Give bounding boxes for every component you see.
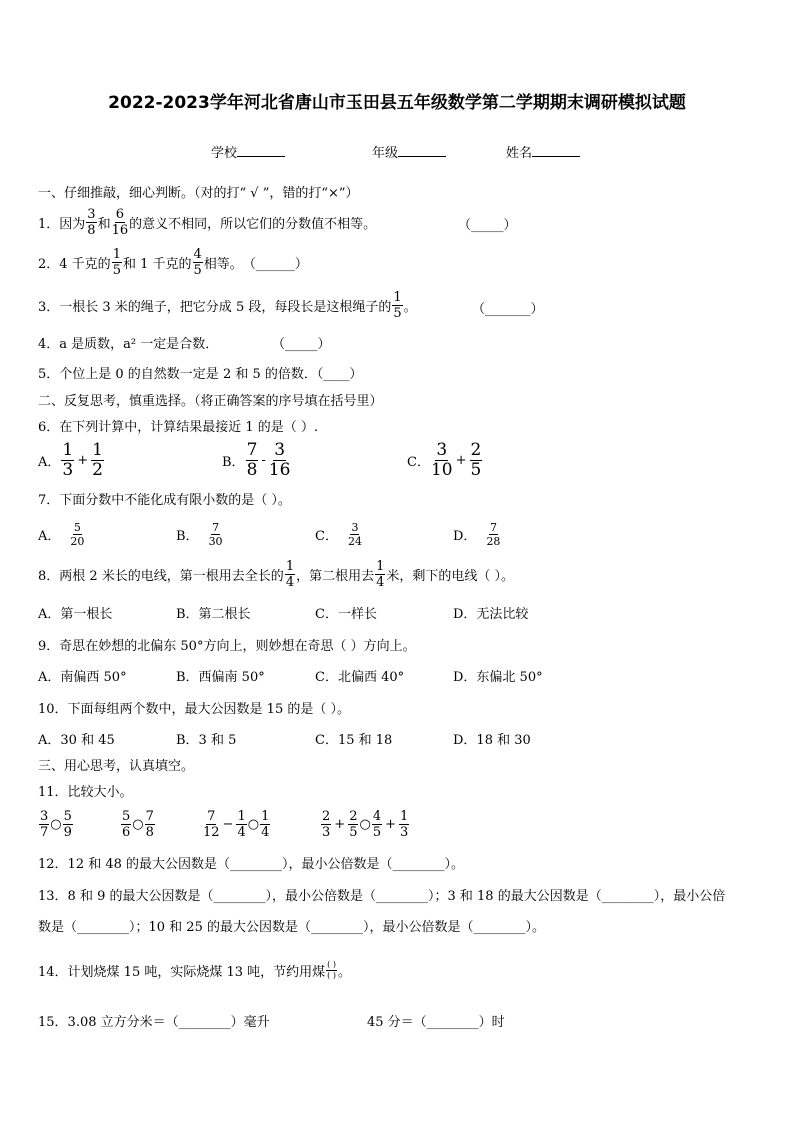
numerator: 6 [115,206,124,222]
fraction [348,810,358,839]
q6-option-a[interactable] [38,440,105,480]
question-15-right[interactable]: 45 分＝（________）时 [367,1015,505,1030]
q8-text-mid: ，第二根用去 [296,568,375,584]
name-label: 姓名 [506,146,533,161]
q7-option-d[interactable] [453,515,501,553]
fraction [63,810,73,839]
numerator: 3 [351,520,359,534]
name-blank[interactable] [532,146,580,157]
question-6-stem: 6．在下列计算中，计算结果最接近 1 的是（ ）. [38,420,319,435]
q11-compare-4[interactable] [320,805,410,843]
question-4: 4．a 是质数，a² 一定是合数． [38,337,219,352]
q11-compare-3[interactable] [202,805,271,843]
fraction [193,248,203,277]
fraction [372,810,382,839]
fraction [375,560,385,589]
section-2-heading: 二、反复思考，慎重选择。（将正确答案的序号填在括号里） [38,394,383,409]
q3-text-pre: 3．一根长 3 米的绳子，把它分成 5 段，每段长是这根绳子的 [38,299,392,315]
fraction [209,522,223,547]
q10-option-c[interactable]: C．15 和 18 [315,733,393,748]
question-13-line-1[interactable]: 13．8 和 9 的最大公因数是（________），最小公倍数是（________）；3 和 18 的最大公因数是（________），最小公倍 [38,889,726,904]
q2-text-post: 相等。 [203,256,243,272]
q9-option-b[interactable]: B．西偏南 50° [176,670,265,685]
option-label: A． [38,528,61,544]
school-blank[interactable] [237,146,285,157]
denominator: 4 [237,824,246,840]
denominator: 9 [63,824,72,840]
fraction [70,522,84,547]
compare-circle[interactable]: ○ [359,816,371,832]
denominator: 3 [400,824,409,840]
fraction [321,810,331,839]
q1-text-pre: 1．因为 [38,216,86,232]
q7-option-c[interactable] [315,515,363,553]
numerator: 2 [349,808,358,824]
q8-text-pre: 8．两根 2 米长的电线，第一根用去全长的 [38,568,284,584]
numerator: 1 [261,808,270,824]
numerator: 3 [274,439,286,460]
denominator: 16 [268,459,291,480]
q9-option-a[interactable]: A．南偏西 50° [38,670,127,685]
denominator: 6 [122,824,131,840]
denominator: 28 [486,534,501,548]
fraction [268,439,291,480]
q4-answer[interactable]: （_____） [272,337,331,352]
numerator: 1 [393,289,402,305]
denominator: 5 [112,262,121,278]
question-1 [38,204,376,240]
q7-option-a[interactable] [38,515,85,553]
q8-option-b[interactable]: B．第二根长 [176,607,251,622]
q2-text-pre: 2．4 千克的 [38,256,111,272]
denominator: 5 [372,824,382,840]
option-label: C． [407,454,430,470]
q6-option-b[interactable] [222,440,291,480]
denominator: 2 [92,459,103,480]
denominator: 20 [70,534,85,548]
denominator: 5 [393,305,402,321]
answer-fraction[interactable] [326,961,337,980]
q10-option-a[interactable]: A．30 和 45 [38,733,115,748]
numerator: 3 [436,439,448,460]
numerator: 1 [112,246,121,262]
denominator: 12 [203,824,220,840]
q9-option-d[interactable]: D．东偏北 50° [453,670,543,685]
numerator: 5 [63,808,72,824]
compare-circle[interactable]: ○ [50,816,62,832]
numerator: 3 [40,808,49,824]
compare-circle[interactable]: ○ [132,816,144,832]
numerator: 1 [62,439,74,460]
denominator: 16 [111,222,129,238]
denominator: 30 [208,534,223,548]
option-label: A． [38,454,61,470]
q8-option-d[interactable]: D．无法比较 [453,607,529,622]
q1-text-mid: 和 [97,216,111,232]
school-label: 学校 [211,146,238,161]
q8-option-c[interactable]: C．一样长 [315,607,377,622]
fraction [145,810,155,839]
q14-text-pre: 14．计划烧煤 15 吨，实际烧煤 13 吨，节约用煤 [38,964,326,980]
question-11-stem: 11．比较大小。 [38,785,133,800]
numerator: 7 [246,439,258,460]
page-title: 2022-2023学年河北省唐山市玉田县五年级数学第二学期期末调研模拟试题 [108,93,686,113]
fraction [121,810,131,839]
numerator: 4 [372,808,382,824]
q8-option-a[interactable]: A．第一根长 [38,607,113,622]
q10-option-d[interactable]: D．18 和 30 [453,733,531,748]
q1-text-post: 的意义不相同，所以它们的分数值不相等。 [129,216,377,232]
q10-option-b[interactable]: B．3 和 5 [176,733,237,748]
numerator: 3 [87,206,96,222]
operator: + [385,816,396,832]
fraction [392,291,402,320]
numerator: 1 [92,439,103,460]
fraction [91,439,104,480]
fraction [285,560,295,589]
denominator: 4 [376,574,385,590]
fraction [86,208,96,237]
question-3 [38,287,417,323]
grade-blank[interactable] [398,146,446,157]
fraction [430,439,453,480]
question-12[interactable]: 12．12 和 48 的最大公因数是（________），最小公倍数是（________）。 [38,857,465,872]
fraction [486,522,500,547]
q9-option-c[interactable]: C．北偏西 40° [315,670,405,685]
q1-answer[interactable]: （_____） [458,218,517,233]
denominator: 8 [87,222,96,238]
question-15-left[interactable]: 15．3.08 立方分米＝（________）毫升 [38,1015,270,1030]
numerator: 7 [212,520,220,534]
option-label: B． [222,454,245,470]
numerator: 7 [207,808,216,824]
operator: + [455,452,467,468]
numerator: 7 [489,520,497,534]
q2-text-mid: 和 1 千克的 [122,256,192,272]
q7-option-b[interactable] [176,515,224,553]
question-10-stem: 10．下面每组两个数中，最大公因数是 15 的是（ ）。 [38,702,350,717]
operator: + [77,452,89,468]
compare-circle[interactable]: ○ [247,816,260,832]
q11-compare-2[interactable] [120,805,156,843]
operator: + [334,816,346,832]
denominator: 3 [62,459,74,480]
question-5: 5．个位上是 0 的自然数一定是 2 和 5 的倍数．（____） [38,367,363,382]
q3-answer[interactable]: （_______） [472,302,544,317]
school-field[interactable] [211,142,285,161]
denominator: 8 [246,459,258,480]
fraction [399,810,409,839]
fraction [39,810,49,839]
fraction [246,439,259,480]
denominator-blank[interactable]: ( ) [327,970,336,980]
denominator: 5 [193,262,202,278]
section-3-heading: 三、用心思考，认真填空。 [38,759,195,774]
fraction [348,522,362,547]
grade-label: 年级 [372,146,399,161]
operator: - [261,452,266,468]
fraction [260,810,270,839]
numerator: 1 [237,808,246,824]
numerator: 7 [145,808,154,824]
denominator: 8 [145,824,154,840]
denominator: 4 [261,824,270,840]
numerator: 1 [376,558,385,574]
denominator: 10 [430,459,453,480]
numerator: 2 [322,808,331,824]
name-field[interactable] [506,142,580,161]
numerator-blank[interactable]: ( ) [327,959,336,969]
denominator: 5 [470,459,482,480]
q14-text-post: 。 [337,964,351,980]
option-label: B． [176,528,199,544]
fraction [236,810,246,839]
q2-answer[interactable]: （______） [242,256,308,272]
section-1-heading: 一、仔细推敲，细心判断。（对的打“ √ ”，错的打“×”） [38,186,359,201]
fraction [470,439,483,480]
grade-field[interactable] [372,142,446,161]
numerator: 1 [400,808,409,824]
q11-compare-1[interactable] [38,805,74,843]
option-label: C． [315,528,338,544]
question-7-stem: 7．下面分数中不能化成有限小数的是（ ）。 [38,493,291,508]
denominator: 7 [40,824,49,840]
q3-text-post: 。 [403,299,417,315]
numerator: 5 [122,808,131,824]
question-13-line-2[interactable]: 数是（________）；10 和 25 的最大公因数是（________），最小公倍数是（________）。 [38,920,545,935]
numerator: 1 [285,558,295,574]
fraction [112,208,129,237]
denominator: 4 [285,574,295,590]
operator: − [222,816,234,832]
numerator: 5 [73,520,81,534]
q8-text-post: 米，剩下的电线（ ）。 [386,568,515,584]
question-9-stem: 9．奇思在妙想的北偏东 50°方向上，则妙想在奇思（ ）方向上。 [38,639,416,654]
option-label: D． [453,528,477,544]
question-14 [38,954,351,986]
denominator: 24 [347,534,362,548]
denominator: 3 [322,824,331,840]
q6-option-c[interactable] [407,440,483,480]
question-2 [38,244,308,280]
numerator: 2 [470,439,482,460]
denominator: 5 [349,824,358,840]
question-8-stem [38,556,514,592]
fraction [112,248,122,277]
fraction [61,439,74,480]
fraction [203,810,220,839]
numerator: 4 [193,246,202,262]
